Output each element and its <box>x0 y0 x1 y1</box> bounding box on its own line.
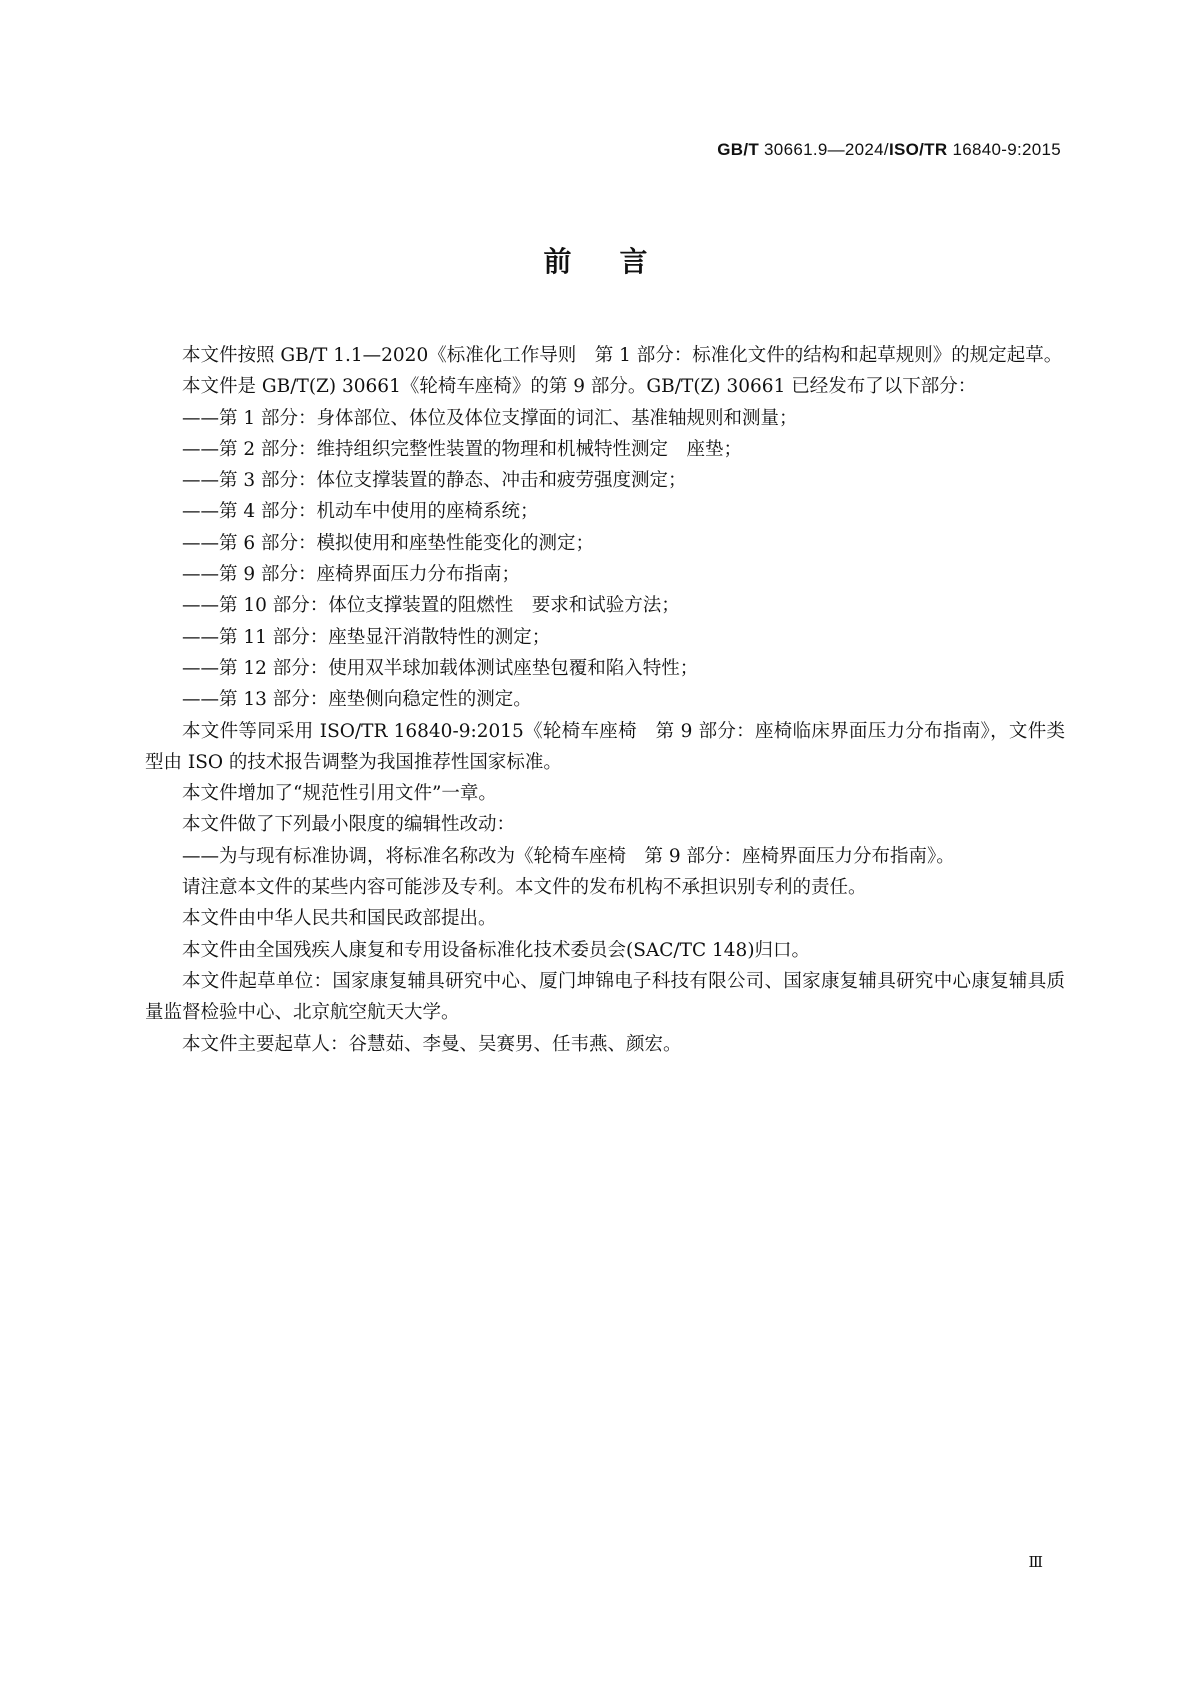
list-item: ——第 11 部分：座垫显汗消散特性的测定； <box>182 626 551 648</box>
paragraph: 本文件由全国残疾人康复和专用设备标准化技术委员会(SAC/TC 148)归口。 <box>182 939 811 961</box>
list-item: ——为与现有标准协调，将标准名称改为《轮椅车座椅 第 9 部分：座椅界面压力分布指南》。 <box>182 845 955 867</box>
header-iso-number: 16840-9:2015 <box>947 140 1061 159</box>
list-item: ——第 9 部分：座椅界面压力分布指南； <box>182 564 521 586</box>
header-standard-prefix: GB/T <box>717 140 760 159</box>
paragraph: 本文件做了下列最小限度的编辑性改动： <box>182 814 516 836</box>
paragraph: 本文件由中华人民共和国民政部提出。 <box>182 908 497 930</box>
list-item: ——第 10 部分：体位支撑装置的阻燃性 要求和试验方法； <box>182 595 680 617</box>
header-standard-number: 30661.9—2024/ <box>759 140 889 159</box>
paragraph: 本文件是 GB/T(Z) 30661《轮椅车座椅》的第 9 部分。GB/T(Z) 30661 已经发布了以下部分： <box>182 376 977 398</box>
list-item: ——第 3 部分：体位支撑装置的静态、冲击和疲劳强度测定； <box>182 470 687 492</box>
list-item: ——第 2 部分：维持组织完整性装置的物理和机械特性测定 座垫； <box>182 438 743 460</box>
paragraph: 请注意本文件的某些内容可能涉及专利。本文件的发布机构不承担识别专利的责任。 <box>182 877 867 899</box>
paragraph: 本文件按照 GB/T 1.1—2020《标准化工作导则 第 1 部分：标准化文件的结构和起草规则》的规定起草。 <box>182 345 1063 366</box>
list-item: ——第 1 部分：身体部位、体位及体位支撑面的词汇、基准轴规则和测量； <box>182 407 798 429</box>
paragraph: 本文件增加了“规范性引用文件”一章。 <box>182 783 497 805</box>
document-header <box>717 140 1061 160</box>
paragraph: 本文件等同采用 ISO/TR 16840-9:2015《轮椅车座椅 第 9 部分：座椅临床界面压力分布指南》，文件类型由 ISO 的技术报告调整为我国推荐性国家标准。 <box>145 720 1065 773</box>
paragraph: 本文件起草单位：国家康复辅具研究中心、厦门坤锦电子科技有限公司、国家康复辅具研究中心康复辅具质量监督检验中心、北京航空航天大学。 <box>145 970 1065 1024</box>
foreword-body <box>145 340 1065 1060</box>
page-title: 前言 <box>543 245 696 278</box>
list-item: ——第 4 部分：机动车中使用的座椅系统； <box>182 501 539 523</box>
header-iso-prefix: ISO/TR <box>888 140 948 159</box>
list-item: ——第 6 部分：模拟使用和座垫性能变化的测定； <box>182 532 595 554</box>
list-item: ——第 12 部分：使用双半球加载体测试座垫包覆和陷入特性； <box>182 657 699 679</box>
page-number: Ⅲ <box>1028 1553 1043 1571</box>
paragraph: 本文件主要起草人：谷慧茹、李曼、吴赛男、任韦燕、颜宏。 <box>182 1033 682 1055</box>
list-item: ——第 13 部分：座垫侧向稳定性的测定。 <box>182 689 532 711</box>
